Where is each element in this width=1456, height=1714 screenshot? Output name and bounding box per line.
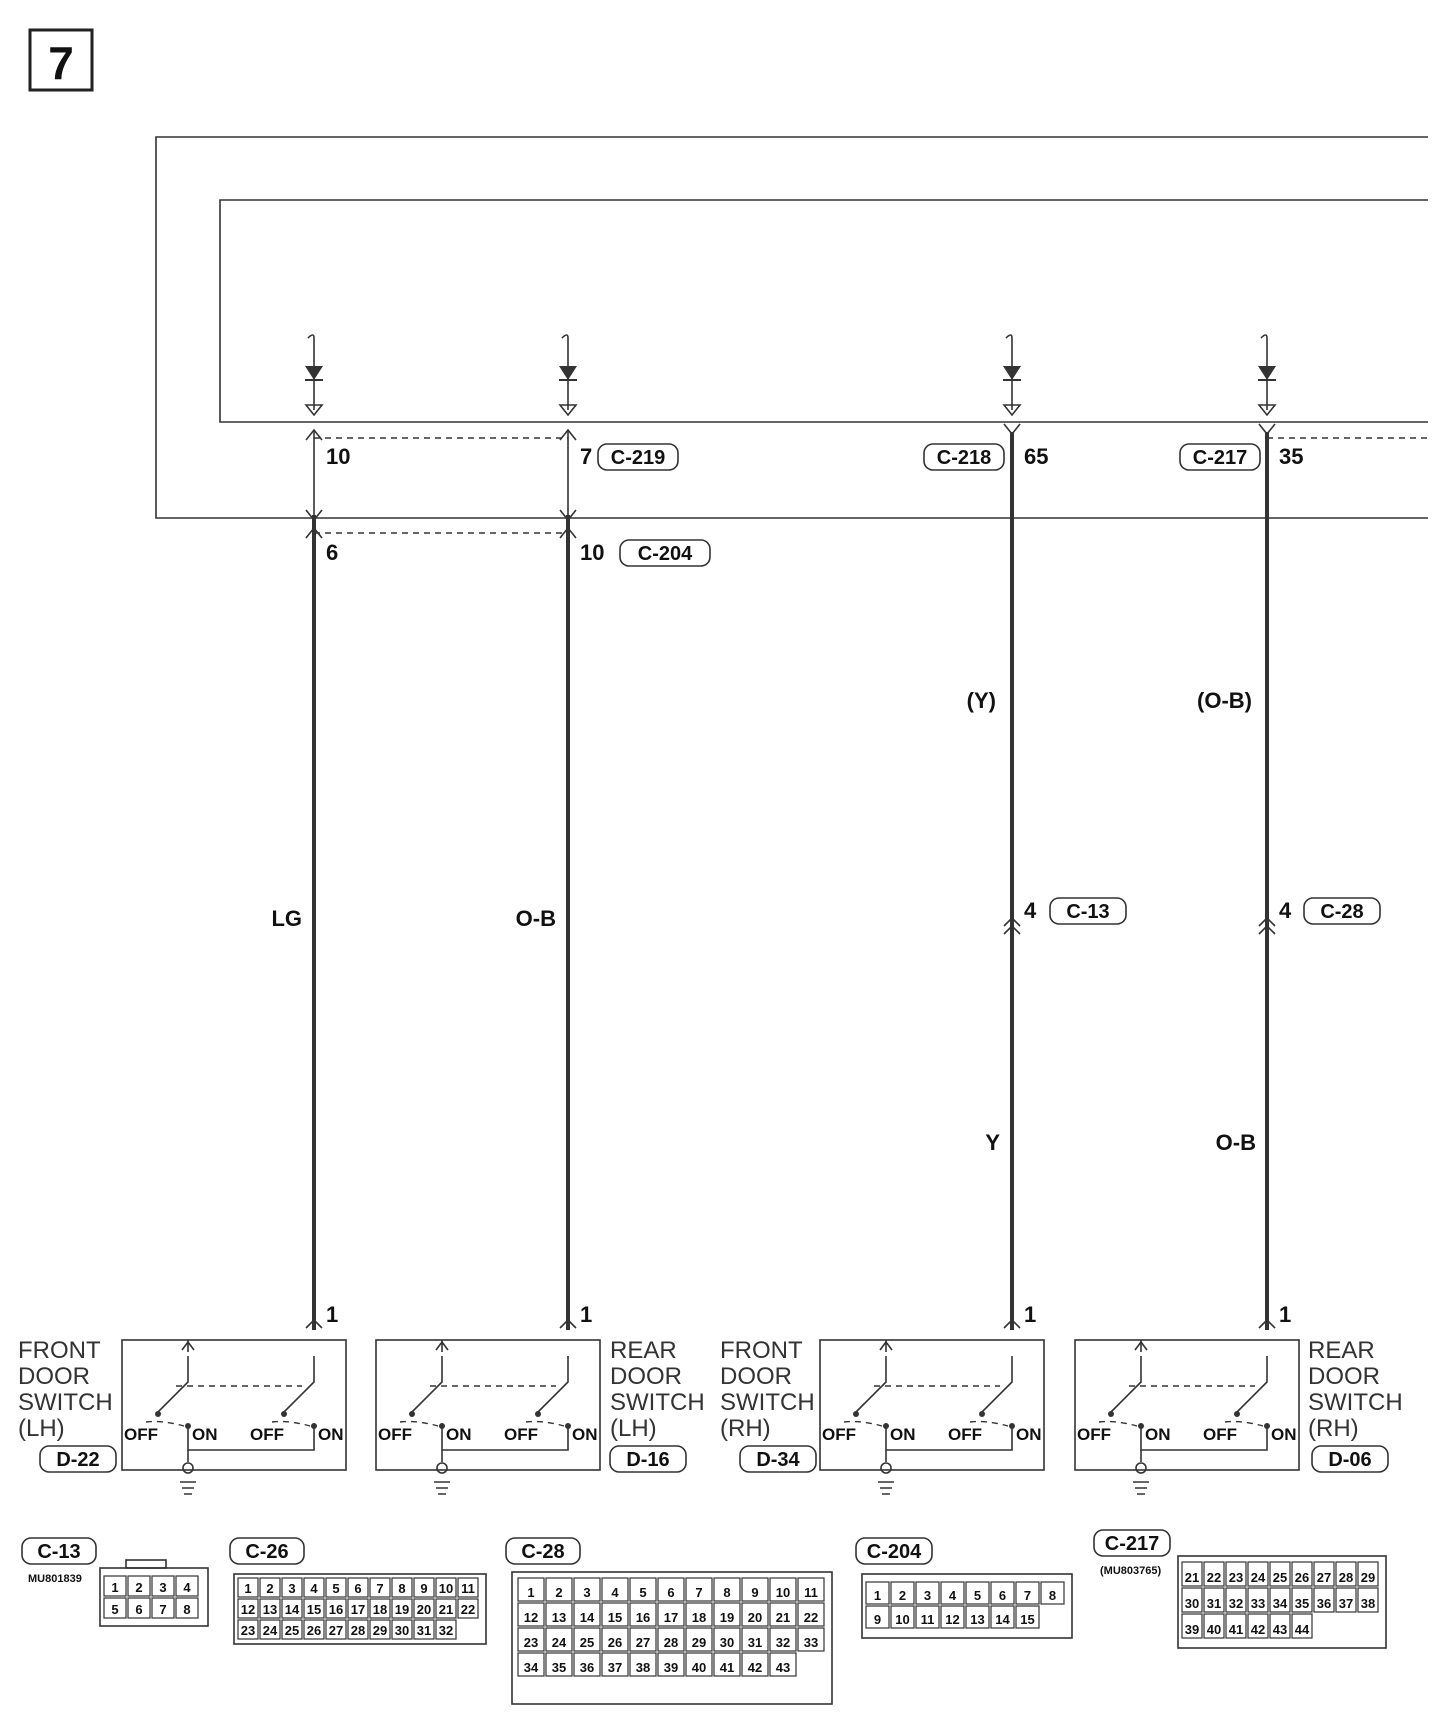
connector-pin-number: 10: [438, 1581, 454, 1596]
connector-pin-number: 6: [667, 1585, 675, 1600]
connector-pin-number: 20: [747, 1610, 763, 1625]
connector-pin-number: 28: [663, 1635, 679, 1650]
pin-number: 1: [1279, 1302, 1292, 1327]
diode-icon: [559, 335, 577, 415]
connector-pin-number: 15: [607, 1610, 623, 1625]
connector-pin-number: 23: [1228, 1570, 1244, 1585]
connector-pin-number: 15: [306, 1602, 322, 1617]
connector-pin-number: 21: [438, 1602, 454, 1617]
switch-on-label: ON: [446, 1425, 472, 1444]
connector-pin-number: 41: [1228, 1622, 1244, 1637]
switch-rear-left: [376, 1340, 600, 1494]
switch-title-line: SWITCH: [610, 1389, 705, 1416]
connector-pin-number: 3: [159, 1580, 167, 1595]
ground-icon: [1133, 1482, 1149, 1494]
connector-diagram-label: C-26: [245, 1541, 289, 1563]
connector-pin-number: 13: [551, 1610, 567, 1625]
connector-tag-c13: C-13: [1066, 901, 1110, 923]
ground-icon: [878, 1482, 894, 1494]
connector-pin-number: 29: [372, 1623, 388, 1638]
pin-number: 1: [326, 1302, 339, 1327]
connector-pin-number: 26: [1294, 1570, 1310, 1585]
connector-pin-number: 1: [111, 1580, 119, 1595]
connector-pin-number: 14: [995, 1612, 1010, 1627]
switch-title-line: REAR: [1308, 1337, 1375, 1364]
switch-on-label: ON: [572, 1425, 598, 1444]
connector-pin-number: 9: [873, 1612, 882, 1627]
switch-title-line: DOOR: [1308, 1363, 1380, 1390]
switch-off-label: OFF: [822, 1425, 856, 1444]
part-number: (MU803765): [1100, 1565, 1162, 1577]
connector-pin-number: 40: [691, 1660, 707, 1675]
connector-tag-c219: C-219: [610, 447, 666, 469]
pin-number: 4: [1279, 898, 1292, 923]
connector-pin-number: 10: [775, 1585, 791, 1600]
wire-color-label: (Y): [966, 688, 996, 713]
pin-number: 4: [1024, 898, 1037, 923]
connector-pin-number: 30: [394, 1623, 410, 1638]
switch-title-line: DOOR: [720, 1363, 792, 1390]
connector-pin-number: 4: [948, 1588, 957, 1603]
connector-pin-number: 31: [416, 1623, 432, 1638]
connector-pin-number: 43: [775, 1660, 791, 1675]
switch-off-label: OFF: [378, 1425, 412, 1444]
connector-diagram-c204: [856, 1538, 1072, 1638]
connector-pin-number: 7: [1023, 1588, 1032, 1603]
pin-number: 7: [580, 444, 593, 469]
connector-pin-number: 41: [719, 1660, 735, 1675]
switch-title-line: SWITCH: [720, 1389, 815, 1416]
inner-module-outline: [220, 200, 1428, 422]
connector-pin-number: 33: [803, 1635, 819, 1650]
connector-pin-number: 38: [1360, 1596, 1376, 1611]
switch-front-left: [122, 1340, 346, 1494]
connector-pin-number: 42: [747, 1660, 763, 1675]
connector-pin-number: 17: [663, 1610, 679, 1625]
connector-pin-number: 24: [1250, 1570, 1266, 1585]
switch-title-line: FRONT: [720, 1337, 803, 1364]
connector-pin-number: 38: [635, 1660, 651, 1675]
connector-pin-number: 34: [1272, 1596, 1288, 1611]
connector-pin-number: 16: [328, 1602, 344, 1617]
connector-pin-number: 44: [1294, 1622, 1310, 1637]
connector-pin-number: 14: [579, 1610, 595, 1625]
wire-color-label: O-B: [515, 906, 556, 931]
connector-pin-number: 23: [240, 1623, 256, 1638]
page-number: 7: [48, 37, 74, 89]
connector-pin-number: 25: [1272, 1570, 1288, 1585]
switch-title-line: (RH): [1308, 1415, 1359, 1442]
connector-pin-number: 37: [607, 1660, 623, 1675]
connector-pin-number: 22: [803, 1610, 819, 1625]
pin-number: 1: [1024, 1302, 1037, 1327]
connector-pin-number: 6: [135, 1602, 143, 1617]
connector-pin-number: 7: [159, 1602, 167, 1617]
connector-pin-number: 26: [607, 1635, 623, 1650]
pin-number: 35: [1279, 444, 1304, 469]
pin-number: 6: [326, 540, 339, 565]
wire-color-label: LG: [271, 906, 302, 931]
switch-title-line: SWITCH: [18, 1389, 113, 1416]
switch-on-label: ON: [1145, 1425, 1171, 1444]
connector-pin-number: 37: [1338, 1596, 1354, 1611]
switch-connector-tag: D-06: [1328, 1449, 1372, 1471]
connector-pin-number: 27: [1316, 1570, 1332, 1585]
connector-pin-number: 6: [354, 1581, 362, 1596]
pin-number: 10: [580, 540, 605, 565]
connector-pin-number: 39: [1184, 1622, 1200, 1637]
wire-color-label: O-B: [1215, 1130, 1256, 1155]
switch-off-label: OFF: [124, 1425, 158, 1444]
switch-title-line: DOOR: [18, 1363, 90, 1390]
connector-pin-number: 33: [1250, 1596, 1266, 1611]
ground-icon: [434, 1482, 450, 1494]
connector-pin-number: 12: [240, 1602, 256, 1617]
switch-on-label: ON: [318, 1425, 344, 1444]
connector-pin-number: 32: [438, 1623, 454, 1638]
switch-title-line: REAR: [610, 1337, 677, 1364]
connector-pin-number: 18: [372, 1602, 388, 1617]
connector-pin-number: 35: [551, 1660, 567, 1675]
connector-pin-number: 5: [111, 1602, 119, 1617]
connector-tag-c217: C-217: [1192, 447, 1248, 469]
part-number: MU801839: [28, 1573, 82, 1585]
switch-off-label: OFF: [1203, 1425, 1237, 1444]
connector-pin-number: 3: [923, 1588, 932, 1603]
connector-pin-number: 4: [183, 1580, 191, 1595]
connector-pin-number: 5: [332, 1581, 340, 1596]
connector-pin-number: 28: [350, 1623, 366, 1638]
connector-diagram-c28: [506, 1538, 832, 1704]
switch-title-line: DOOR: [610, 1363, 682, 1390]
connector-diagram-label: C-204: [866, 1541, 922, 1563]
diode-icon: [1003, 335, 1021, 415]
connector-pin-number: 23: [523, 1635, 539, 1650]
connector-pin-number: 32: [775, 1635, 791, 1650]
connector-pin-number: 43: [1272, 1622, 1288, 1637]
connector-diagram-c26: [230, 1538, 486, 1644]
connector-pin-number: 40: [1206, 1622, 1222, 1637]
connector-tag-c28: C-28: [1320, 901, 1364, 923]
connector-pin-number: 5: [639, 1585, 647, 1600]
connector-pin-number: 17: [350, 1602, 366, 1617]
connector-pin-number: 30: [719, 1635, 735, 1650]
connector-pin-number: 25: [579, 1635, 595, 1650]
pin-number: 10: [326, 444, 351, 469]
connector-pin-number: 19: [394, 1602, 410, 1617]
switch-on-label: ON: [1016, 1425, 1042, 1444]
connector-pin-number: 13: [970, 1612, 985, 1627]
connector-pin-number: 3: [583, 1585, 591, 1600]
connector-pin-number: 39: [663, 1660, 679, 1675]
connector-pin-number: 27: [635, 1635, 651, 1650]
switch-title-front-right: [720, 1337, 816, 1472]
connector-pin-number: 8: [1048, 1588, 1057, 1603]
connector-pin-number: 8: [723, 1585, 731, 1600]
connector-pin-number: 4: [310, 1581, 318, 1596]
switch-title-front-left: [18, 1337, 116, 1472]
connector-pin-number: 11: [920, 1612, 935, 1627]
switch-off-label: OFF: [504, 1425, 538, 1444]
pin-number: 1: [580, 1302, 593, 1327]
connector-pin-number: 1: [244, 1581, 252, 1596]
switch-title-line: (LH): [18, 1415, 65, 1442]
terminal-arrows: [306, 424, 1275, 1328]
switch-title-line: (RH): [720, 1415, 771, 1442]
switch-title-line: (LH): [610, 1415, 657, 1442]
connector-pin-number: 25: [284, 1623, 300, 1638]
connector-pin-number: 11: [461, 1581, 475, 1596]
connector-pin-number: 32: [1228, 1596, 1244, 1611]
connector-tag-c218: C-218: [936, 447, 992, 469]
switch-off-label: OFF: [250, 1425, 284, 1444]
connector-pin-number: 36: [1316, 1596, 1332, 1611]
connector-pin-number: 1: [873, 1588, 882, 1603]
pin-number: 65: [1024, 444, 1049, 469]
connector-pin-number: 19: [719, 1610, 735, 1625]
connector-pin-number: 8: [398, 1581, 406, 1596]
switch-on-label: ON: [890, 1425, 916, 1444]
connector-diagram-c217: [1094, 1530, 1386, 1648]
connector-pin-number: 15: [1020, 1612, 1035, 1627]
connector-pin-number: 20: [416, 1602, 432, 1617]
connector-pin-number: 21: [1184, 1570, 1200, 1585]
connector-pin-number: 21: [775, 1610, 791, 1625]
connector-pin-number: 6: [998, 1588, 1007, 1603]
connector-pin-number: 35: [1294, 1596, 1310, 1611]
switch-connector-tag: D-34: [756, 1449, 800, 1471]
connector-pin-number: 7: [376, 1581, 384, 1596]
connector-tag-c204: C-204: [637, 543, 693, 565]
switch-off-label: OFF: [948, 1425, 982, 1444]
connector-pin-number: 42: [1250, 1622, 1266, 1637]
connector-pin-number: 5: [973, 1588, 982, 1603]
switch-connector-tag: D-22: [56, 1449, 100, 1471]
connector-pin-number: 18: [691, 1610, 707, 1625]
connector-pin-number: 22: [460, 1602, 476, 1617]
wire-color-label: Y: [985, 1130, 1000, 1155]
connector-pin-number: 29: [691, 1635, 707, 1650]
connector-pin-number: 12: [945, 1612, 960, 1627]
connector-pin-number: 9: [420, 1581, 428, 1596]
connector-pin-number: 2: [898, 1588, 907, 1603]
wire-color-label: (O-B): [1197, 688, 1252, 713]
connector-pin-number: 14: [284, 1602, 300, 1617]
connector-diagram-c13: [22, 1538, 208, 1626]
connector-pin-number: 16: [635, 1610, 651, 1625]
connector-pin-number: 24: [551, 1635, 567, 1650]
ground-icon: [180, 1482, 196, 1494]
connector-pin-number: 4: [611, 1585, 619, 1600]
connector-pin-number: 2: [135, 1580, 143, 1595]
connector-pin-number: 29: [1360, 1570, 1376, 1585]
connector-pin-number: 7: [695, 1585, 703, 1600]
connector-pin-number: 11: [804, 1585, 818, 1600]
connector-pin-number: 8: [183, 1602, 191, 1617]
switch-title-rear-right: [1308, 1337, 1403, 1472]
switch-title-line: FRONT: [18, 1337, 101, 1364]
switch-on-label: ON: [192, 1425, 218, 1444]
connector-pin-number: 36: [579, 1660, 595, 1675]
connector-pin-number: 26: [306, 1623, 322, 1638]
switch-connector-tag: D-16: [626, 1449, 670, 1471]
connector-pin-number: 10: [895, 1612, 910, 1627]
connector-diagram-label: C-28: [521, 1541, 565, 1563]
diode-symbols: [305, 335, 1276, 415]
connector-pin-number: 30: [1184, 1596, 1200, 1611]
connector-diagram-label: C-217: [1104, 1533, 1160, 1555]
connector-pin-number: 2: [266, 1581, 274, 1596]
switch-off-label: OFF: [1077, 1425, 1111, 1444]
connector-pin-number: 3: [288, 1581, 296, 1596]
connector-pin-number: 9: [751, 1585, 759, 1600]
connector-pin-number: 28: [1338, 1570, 1354, 1585]
connector-pin-number: 2: [555, 1585, 563, 1600]
connector-pin-number: 1: [527, 1585, 535, 1600]
connector-pin-number: 22: [1206, 1570, 1222, 1585]
connector-diagram-label: C-13: [37, 1541, 81, 1563]
connector-pin-number: 24: [262, 1623, 278, 1638]
switch-front-right: [820, 1340, 1044, 1494]
connector-pin-number: 34: [523, 1660, 539, 1675]
switch-title-line: SWITCH: [1308, 1389, 1403, 1416]
switch-title-rear-left: [610, 1337, 705, 1472]
diode-icon: [305, 335, 323, 415]
switch-rear-right: [1075, 1340, 1299, 1494]
connector-pin-number: 27: [328, 1623, 344, 1638]
connector-pin-number: 12: [523, 1610, 539, 1625]
connector-pin-number: 31: [1206, 1596, 1222, 1611]
diode-icon: [1258, 335, 1276, 415]
connector-pin-number: 31: [747, 1635, 763, 1650]
switch-on-label: ON: [1271, 1425, 1297, 1444]
connector-pin-number: 13: [262, 1602, 278, 1617]
